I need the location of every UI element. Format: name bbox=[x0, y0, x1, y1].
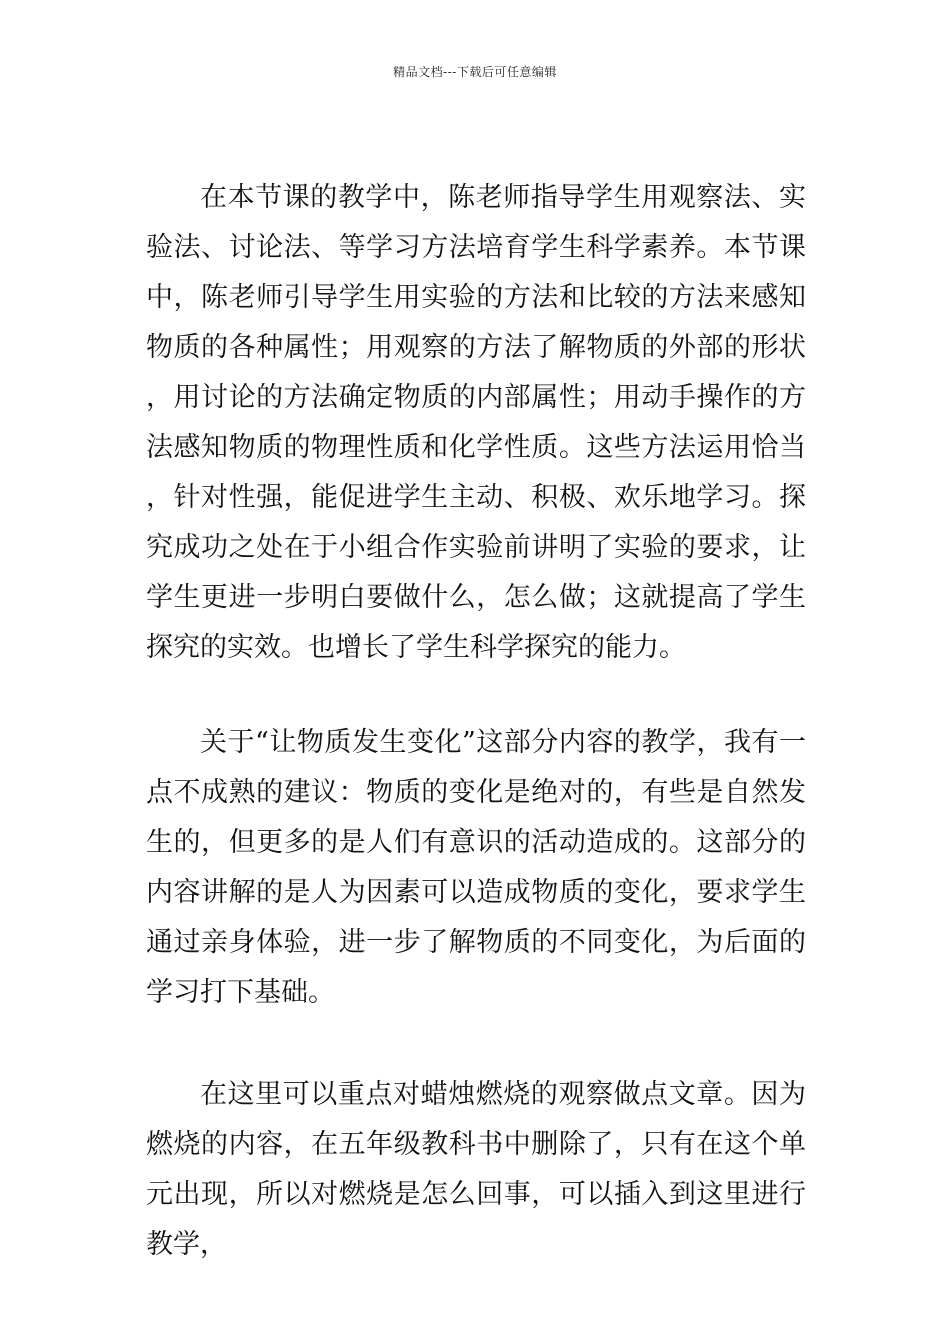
body-paragraph-3: 在这里可以重点对蜡烛燃烧的观察做点文章。因为燃烧的内容，在五年级教科书中删除了，只有在这个单元出现，所以对燃烧是怎么回事，可以插入到这里进行教学， bbox=[146, 1079, 806, 1260]
page-header: 精品文档---下载后可任意编辑 bbox=[393, 65, 557, 79]
body-paragraph-2: 关于“让物质发生变化”这部分内容的教学，我有一点不成熟的建议：物质的变化是绝对的，有些是自然发生的，但更多的是人们有意识的活动造成的。这部分的内容讲解的是人为因素可以造成物质的变化，要求学生通过亲身体验，进一步了解物质的不同变化，为后面的学习打下基础。 bbox=[146, 727, 806, 1008]
body-paragraph-1: 在本节课的教学中，陈老师指导学生用观察法、实验法、讨论法、等学习方法培育学生科学素养。本节课中，陈老师引导学生用实验的方法和比较的方法来感知物质的各种属性；用观察的方法了解物质的外部的形状，用讨论的方法确定物质的内部属性；用动手操作的方法感知物质的物理性质和化学性质。这些方法运用恰当，针对性强，能促进学生主动、积极、欢乐地学习。探究成功之处在于小组合作实验前讲明了实验的要求，让学生更进一步明白要做什么，怎么做；这就提高了学生探究的实效。也增长了学生科学探究的能力。 bbox=[146, 182, 806, 663]
